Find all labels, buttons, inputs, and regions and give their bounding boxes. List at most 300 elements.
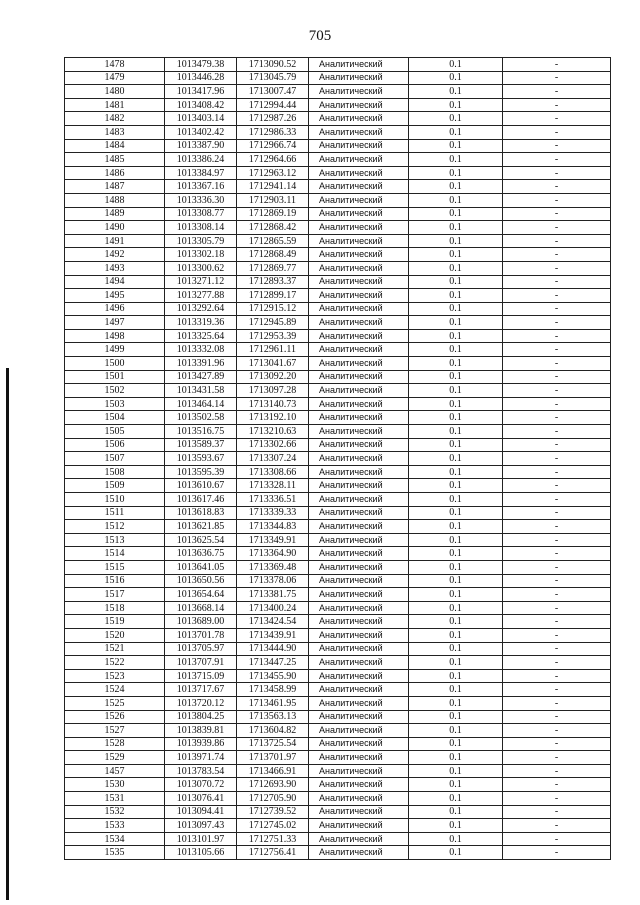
table-row xyxy=(65,656,611,670)
note-cell: - xyxy=(503,737,611,751)
method-cell: Аналитический xyxy=(309,384,409,398)
accuracy-cell: 0.1 xyxy=(409,683,503,697)
method-cell: Аналитический xyxy=(309,98,409,112)
x-coordinate-cell: 1013618.83 xyxy=(165,506,237,520)
x-coordinate-cell: 1013689.00 xyxy=(165,615,237,629)
method-cell: Аналитический xyxy=(309,370,409,384)
accuracy-cell: 0.1 xyxy=(409,751,503,765)
method-cell: Аналитический xyxy=(309,193,409,207)
accuracy-cell: 0.1 xyxy=(409,778,503,792)
y-coordinate-cell: 1712865.59 xyxy=(237,234,309,248)
table-row xyxy=(65,58,611,72)
accuracy-cell: 0.1 xyxy=(409,438,503,452)
x-coordinate-cell: 1013408.42 xyxy=(165,98,237,112)
note-cell: - xyxy=(503,316,611,330)
method-cell: Аналитический xyxy=(309,792,409,806)
point-number-cell: 1490 xyxy=(65,221,165,235)
y-coordinate-cell: 1713092.20 xyxy=(237,370,309,384)
table-row xyxy=(65,193,611,207)
note-cell: - xyxy=(503,58,611,72)
point-number-cell: 1519 xyxy=(65,615,165,629)
x-coordinate-cell: 1013464.14 xyxy=(165,397,237,411)
method-cell: Аналитический xyxy=(309,601,409,615)
x-coordinate-cell: 1013391.96 xyxy=(165,357,237,371)
table-row xyxy=(65,642,611,656)
y-coordinate-cell: 1712953.39 xyxy=(237,329,309,343)
note-cell: - xyxy=(503,357,611,371)
table-row xyxy=(65,234,611,248)
point-number-cell: 1488 xyxy=(65,193,165,207)
method-cell: Аналитический xyxy=(309,112,409,126)
y-coordinate-cell: 1712903.11 xyxy=(237,193,309,207)
point-number-cell: 1520 xyxy=(65,628,165,642)
table-row xyxy=(65,98,611,112)
note-cell: - xyxy=(503,628,611,642)
accuracy-cell: 0.1 xyxy=(409,547,503,561)
x-coordinate-cell: 1013097.43 xyxy=(165,819,237,833)
x-coordinate-cell: 1013636.75 xyxy=(165,547,237,561)
method-cell: Аналитический xyxy=(309,343,409,357)
note-cell: - xyxy=(503,289,611,303)
method-cell: Аналитический xyxy=(309,207,409,221)
method-cell: Аналитический xyxy=(309,425,409,439)
method-cell: Аналитический xyxy=(309,180,409,194)
accuracy-cell: 0.1 xyxy=(409,669,503,683)
x-coordinate-cell: 1013386.24 xyxy=(165,153,237,167)
note-cell: - xyxy=(503,479,611,493)
method-cell: Аналитический xyxy=(309,628,409,642)
y-coordinate-cell: 1713349.91 xyxy=(237,533,309,547)
table-row xyxy=(65,112,611,126)
y-coordinate-cell: 1713701.97 xyxy=(237,751,309,765)
x-coordinate-cell: 1013308.14 xyxy=(165,221,237,235)
note-cell: - xyxy=(503,751,611,765)
note-cell: - xyxy=(503,683,611,697)
point-number-cell: 1487 xyxy=(65,180,165,194)
x-coordinate-cell: 1013308.77 xyxy=(165,207,237,221)
point-number-cell: 1516 xyxy=(65,574,165,588)
method-cell: Аналитический xyxy=(309,805,409,819)
note-cell: - xyxy=(503,764,611,778)
table-row xyxy=(65,248,611,262)
x-coordinate-cell: 1013271.12 xyxy=(165,275,237,289)
point-number-cell: 1525 xyxy=(65,696,165,710)
point-number-cell: 1513 xyxy=(65,533,165,547)
y-coordinate-cell: 1712868.49 xyxy=(237,248,309,262)
accuracy-cell: 0.1 xyxy=(409,316,503,330)
note-cell: - xyxy=(503,465,611,479)
note-cell: - xyxy=(503,560,611,574)
method-cell: Аналитический xyxy=(309,221,409,235)
method-cell: Аналитический xyxy=(309,234,409,248)
point-number-cell: 1497 xyxy=(65,316,165,330)
point-number-cell: 1501 xyxy=(65,370,165,384)
accuracy-cell: 0.1 xyxy=(409,58,503,72)
margin-scan-bar xyxy=(6,368,9,900)
y-coordinate-cell: 1713447.25 xyxy=(237,656,309,670)
note-cell: - xyxy=(503,125,611,139)
point-number-cell: 1480 xyxy=(65,85,165,99)
note-cell: - xyxy=(503,819,611,833)
method-cell: Аналитический xyxy=(309,248,409,262)
accuracy-cell: 0.1 xyxy=(409,411,503,425)
y-coordinate-cell: 1713210.63 xyxy=(237,425,309,439)
note-cell: - xyxy=(503,615,611,629)
table-row xyxy=(65,289,611,303)
y-coordinate-cell: 1712899.17 xyxy=(237,289,309,303)
accuracy-cell: 0.1 xyxy=(409,656,503,670)
method-cell: Аналитический xyxy=(309,329,409,343)
x-coordinate-cell: 1013300.62 xyxy=(165,261,237,275)
x-coordinate-cell: 1013783.54 xyxy=(165,764,237,778)
method-cell: Аналитический xyxy=(309,125,409,139)
y-coordinate-cell: 1713192.10 xyxy=(237,411,309,425)
point-number-cell: 1491 xyxy=(65,234,165,248)
x-coordinate-cell: 1013593.67 xyxy=(165,452,237,466)
method-cell: Аналитический xyxy=(309,574,409,588)
method-cell: Аналитический xyxy=(309,261,409,275)
x-coordinate-cell: 1013617.46 xyxy=(165,493,237,507)
note-cell: - xyxy=(503,343,611,357)
accuracy-cell: 0.1 xyxy=(409,329,503,343)
method-cell: Аналитический xyxy=(309,615,409,629)
note-cell: - xyxy=(503,506,611,520)
x-coordinate-cell: 1013715.09 xyxy=(165,669,237,683)
note-cell: - xyxy=(503,425,611,439)
point-number-cell: 1533 xyxy=(65,819,165,833)
accuracy-cell: 0.1 xyxy=(409,520,503,534)
table-row xyxy=(65,261,611,275)
y-coordinate-cell: 1713041.67 xyxy=(237,357,309,371)
table-row xyxy=(65,669,611,683)
x-coordinate-cell: 1013384.97 xyxy=(165,166,237,180)
x-coordinate-cell: 1013387.90 xyxy=(165,139,237,153)
point-number-cell: 1507 xyxy=(65,452,165,466)
accuracy-cell: 0.1 xyxy=(409,724,503,738)
note-cell: - xyxy=(503,493,611,507)
x-coordinate-cell: 1013939.86 xyxy=(165,737,237,751)
point-number-cell: 1457 xyxy=(65,764,165,778)
x-coordinate-cell: 1013516.75 xyxy=(165,425,237,439)
table-row xyxy=(65,683,611,697)
y-coordinate-cell: 1713444.90 xyxy=(237,642,309,656)
x-coordinate-cell: 1013431.58 xyxy=(165,384,237,398)
point-number-cell: 1522 xyxy=(65,656,165,670)
point-number-cell: 1535 xyxy=(65,846,165,860)
point-number-cell: 1505 xyxy=(65,425,165,439)
method-cell: Аналитический xyxy=(309,846,409,860)
accuracy-cell: 0.1 xyxy=(409,832,503,846)
x-coordinate-cell: 1013589.37 xyxy=(165,438,237,452)
note-cell: - xyxy=(503,438,611,452)
y-coordinate-cell: 1713328.11 xyxy=(237,479,309,493)
x-coordinate-cell: 1013717.67 xyxy=(165,683,237,697)
method-cell: Аналитический xyxy=(309,520,409,534)
point-number-cell: 1503 xyxy=(65,397,165,411)
note-cell: - xyxy=(503,370,611,384)
method-cell: Аналитический xyxy=(309,139,409,153)
point-number-cell: 1521 xyxy=(65,642,165,656)
x-coordinate-cell: 1013302.18 xyxy=(165,248,237,262)
table-row xyxy=(65,846,611,860)
accuracy-cell: 0.1 xyxy=(409,493,503,507)
accuracy-cell: 0.1 xyxy=(409,234,503,248)
table-row xyxy=(65,520,611,534)
method-cell: Аналитический xyxy=(309,357,409,371)
point-number-cell: 1528 xyxy=(65,737,165,751)
table-row xyxy=(65,207,611,221)
y-coordinate-cell: 1712756.41 xyxy=(237,846,309,860)
method-cell: Аналитический xyxy=(309,479,409,493)
note-cell: - xyxy=(503,669,611,683)
method-cell: Аналитический xyxy=(309,533,409,547)
note-cell: - xyxy=(503,384,611,398)
point-number-cell: 1494 xyxy=(65,275,165,289)
method-cell: Аналитический xyxy=(309,819,409,833)
point-number-cell: 1512 xyxy=(65,520,165,534)
page-number: 705 xyxy=(308,28,332,44)
accuracy-cell: 0.1 xyxy=(409,805,503,819)
y-coordinate-cell: 1713308.66 xyxy=(237,465,309,479)
x-coordinate-cell: 1013654.64 xyxy=(165,588,237,602)
point-number-cell: 1498 xyxy=(65,329,165,343)
note-cell: - xyxy=(503,193,611,207)
point-number-cell: 1504 xyxy=(65,411,165,425)
y-coordinate-cell: 1712739.52 xyxy=(237,805,309,819)
method-cell: Аналитический xyxy=(309,683,409,697)
point-number-cell: 1496 xyxy=(65,302,165,316)
x-coordinate-cell: 1013668.14 xyxy=(165,601,237,615)
note-cell: - xyxy=(503,85,611,99)
accuracy-cell: 0.1 xyxy=(409,792,503,806)
x-coordinate-cell: 1013332.08 xyxy=(165,343,237,357)
y-coordinate-cell: 1713364.90 xyxy=(237,547,309,561)
x-coordinate-cell: 1013641.05 xyxy=(165,560,237,574)
table-row xyxy=(65,628,611,642)
method-cell: Аналитический xyxy=(309,289,409,303)
point-number-cell: 1534 xyxy=(65,832,165,846)
accuracy-cell: 0.1 xyxy=(409,642,503,656)
point-number-cell: 1508 xyxy=(65,465,165,479)
y-coordinate-cell: 1713090.52 xyxy=(237,58,309,72)
y-coordinate-cell: 1713400.24 xyxy=(237,601,309,615)
table-row xyxy=(65,710,611,724)
method-cell: Аналитический xyxy=(309,438,409,452)
table-row xyxy=(65,425,611,439)
method-cell: Аналитический xyxy=(309,588,409,602)
method-cell: Аналитический xyxy=(309,832,409,846)
table-row xyxy=(65,221,611,235)
note-cell: - xyxy=(503,397,611,411)
table-row xyxy=(65,547,611,561)
table-row xyxy=(65,139,611,153)
method-cell: Аналитический xyxy=(309,85,409,99)
x-coordinate-cell: 1013101.97 xyxy=(165,832,237,846)
accuracy-cell: 0.1 xyxy=(409,207,503,221)
table-row xyxy=(65,329,611,343)
table-row xyxy=(65,805,611,819)
x-coordinate-cell: 1013804.25 xyxy=(165,710,237,724)
x-coordinate-cell: 1013479.38 xyxy=(165,58,237,72)
note-cell: - xyxy=(503,180,611,194)
table-row xyxy=(65,724,611,738)
y-coordinate-cell: 1713336.51 xyxy=(237,493,309,507)
accuracy-cell: 0.1 xyxy=(409,696,503,710)
table-row xyxy=(65,357,611,371)
table-row xyxy=(65,560,611,574)
method-cell: Аналитический xyxy=(309,452,409,466)
y-coordinate-cell: 1713339.33 xyxy=(237,506,309,520)
point-number-cell: 1493 xyxy=(65,261,165,275)
table-row xyxy=(65,397,611,411)
point-number-cell: 1515 xyxy=(65,560,165,574)
x-coordinate-cell: 1013610.67 xyxy=(165,479,237,493)
method-cell: Аналитический xyxy=(309,656,409,670)
method-cell: Аналитический xyxy=(309,710,409,724)
x-coordinate-cell: 1013621.85 xyxy=(165,520,237,534)
accuracy-cell: 0.1 xyxy=(409,71,503,85)
x-coordinate-cell: 1013367.16 xyxy=(165,180,237,194)
y-coordinate-cell: 1712751.33 xyxy=(237,832,309,846)
y-coordinate-cell: 1712963.12 xyxy=(237,166,309,180)
y-coordinate-cell: 1712945.89 xyxy=(237,316,309,330)
method-cell: Аналитический xyxy=(309,506,409,520)
y-coordinate-cell: 1713461.95 xyxy=(237,696,309,710)
accuracy-cell: 0.1 xyxy=(409,710,503,724)
table-row xyxy=(65,533,611,547)
accuracy-cell: 0.1 xyxy=(409,193,503,207)
table-row xyxy=(65,411,611,425)
accuracy-cell: 0.1 xyxy=(409,275,503,289)
method-cell: Аналитический xyxy=(309,778,409,792)
method-cell: Аналитический xyxy=(309,560,409,574)
coordinates-table-body xyxy=(65,58,611,860)
x-coordinate-cell: 1013427.89 xyxy=(165,370,237,384)
table-row xyxy=(65,737,611,751)
x-coordinate-cell: 1013336.30 xyxy=(165,193,237,207)
table-row xyxy=(65,370,611,384)
point-number-cell: 1514 xyxy=(65,547,165,561)
table-row xyxy=(65,316,611,330)
note-cell: - xyxy=(503,452,611,466)
method-cell: Аналитический xyxy=(309,397,409,411)
x-coordinate-cell: 1013319.36 xyxy=(165,316,237,330)
note-cell: - xyxy=(503,533,611,547)
note-cell: - xyxy=(503,275,611,289)
note-cell: - xyxy=(503,520,611,534)
note-cell: - xyxy=(503,153,611,167)
table-row xyxy=(65,764,611,778)
note-cell: - xyxy=(503,248,611,262)
method-cell: Аналитический xyxy=(309,751,409,765)
y-coordinate-cell: 1712964.66 xyxy=(237,153,309,167)
point-number-cell: 1482 xyxy=(65,112,165,126)
note-cell: - xyxy=(503,805,611,819)
x-coordinate-cell: 1013305.79 xyxy=(165,234,237,248)
point-number-cell: 1483 xyxy=(65,125,165,139)
y-coordinate-cell: 1712893.37 xyxy=(237,275,309,289)
point-number-cell: 1511 xyxy=(65,506,165,520)
accuracy-cell: 0.1 xyxy=(409,153,503,167)
table-row xyxy=(65,751,611,765)
note-cell: - xyxy=(503,98,611,112)
accuracy-cell: 0.1 xyxy=(409,125,503,139)
x-coordinate-cell: 1013403.14 xyxy=(165,112,237,126)
y-coordinate-cell: 1712986.33 xyxy=(237,125,309,139)
x-coordinate-cell: 1013446.28 xyxy=(165,71,237,85)
accuracy-cell: 0.1 xyxy=(409,261,503,275)
point-number-cell: 1485 xyxy=(65,153,165,167)
accuracy-cell: 0.1 xyxy=(409,357,503,371)
note-cell: - xyxy=(503,329,611,343)
accuracy-cell: 0.1 xyxy=(409,533,503,547)
point-number-cell: 1479 xyxy=(65,71,165,85)
point-number-cell: 1531 xyxy=(65,792,165,806)
x-coordinate-cell: 1013417.96 xyxy=(165,85,237,99)
x-coordinate-cell: 1013325.64 xyxy=(165,329,237,343)
table-row xyxy=(65,343,611,357)
note-cell: - xyxy=(503,642,611,656)
y-coordinate-cell: 1713725.54 xyxy=(237,737,309,751)
x-coordinate-cell: 1013701.78 xyxy=(165,628,237,642)
accuracy-cell: 0.1 xyxy=(409,289,503,303)
point-number-cell: 1486 xyxy=(65,166,165,180)
y-coordinate-cell: 1713302.66 xyxy=(237,438,309,452)
accuracy-cell: 0.1 xyxy=(409,506,503,520)
accuracy-cell: 0.1 xyxy=(409,588,503,602)
x-coordinate-cell: 1013094.41 xyxy=(165,805,237,819)
x-coordinate-cell: 1013839.81 xyxy=(165,724,237,738)
y-coordinate-cell: 1713007.47 xyxy=(237,85,309,99)
note-cell: - xyxy=(503,832,611,846)
table-row xyxy=(65,71,611,85)
point-number-cell: 1518 xyxy=(65,601,165,615)
y-coordinate-cell: 1713097.28 xyxy=(237,384,309,398)
y-coordinate-cell: 1713344.83 xyxy=(237,520,309,534)
method-cell: Аналитический xyxy=(309,493,409,507)
x-coordinate-cell: 1013292.64 xyxy=(165,302,237,316)
note-cell: - xyxy=(503,71,611,85)
point-number-cell: 1527 xyxy=(65,724,165,738)
method-cell: Аналитический xyxy=(309,724,409,738)
y-coordinate-cell: 1712994.44 xyxy=(237,98,309,112)
method-cell: Аналитический xyxy=(309,642,409,656)
y-coordinate-cell: 1713140.73 xyxy=(237,397,309,411)
note-cell: - xyxy=(503,601,611,615)
table-row xyxy=(65,452,611,466)
accuracy-cell: 0.1 xyxy=(409,465,503,479)
table-row xyxy=(65,275,611,289)
point-number-cell: 1530 xyxy=(65,778,165,792)
method-cell: Аналитический xyxy=(309,275,409,289)
table-row xyxy=(65,479,611,493)
accuracy-cell: 0.1 xyxy=(409,601,503,615)
y-coordinate-cell: 1713424.54 xyxy=(237,615,309,629)
x-coordinate-cell: 1013105.66 xyxy=(165,846,237,860)
y-coordinate-cell: 1713369.48 xyxy=(237,560,309,574)
y-coordinate-cell: 1712961.11 xyxy=(237,343,309,357)
point-number-cell: 1484 xyxy=(65,139,165,153)
table-row xyxy=(65,832,611,846)
table-row xyxy=(65,493,611,507)
table-row xyxy=(65,153,611,167)
x-coordinate-cell: 1013277.88 xyxy=(165,289,237,303)
method-cell: Аналитический xyxy=(309,465,409,479)
accuracy-cell: 0.1 xyxy=(409,846,503,860)
x-coordinate-cell: 1013070.72 xyxy=(165,778,237,792)
point-number-cell: 1481 xyxy=(65,98,165,112)
table-row xyxy=(65,384,611,398)
